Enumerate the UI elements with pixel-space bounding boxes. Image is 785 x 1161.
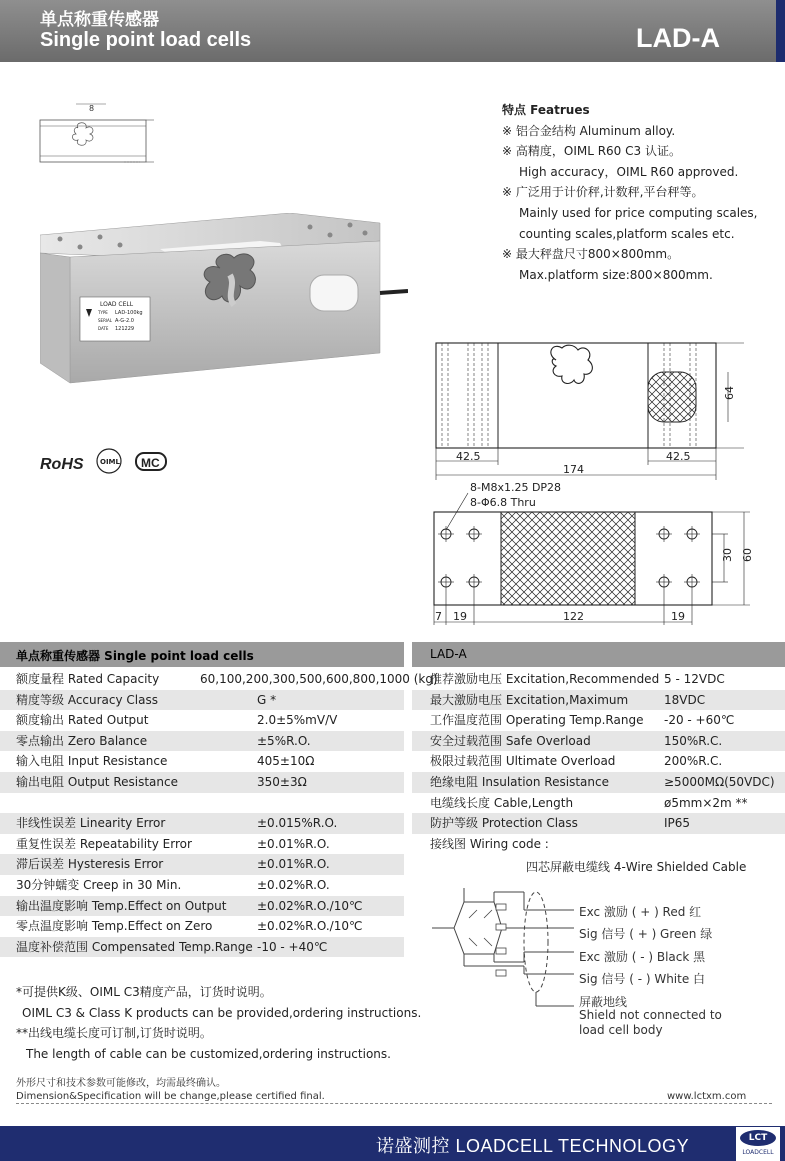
feature-line: ※ 最大秤盘尺寸800×800mm。 [502,247,680,262]
spec-value: ±0.02%R.O./10℃ [257,898,363,913]
bottom-dimension-drawing [428,480,758,630]
spec-row [412,834,785,855]
footer-divider [16,1103,772,1104]
note-line: The length of cable can be customized,ordering instructions. [26,1047,391,1062]
spec-right-header [412,642,785,667]
wire-exc-neg: Exc 激励 ( - ) Black 黑 [579,950,706,964]
spec-value: 5 - 12VDC [664,672,725,686]
spec-label: 极限过载范围 Ultimate Overload [430,754,616,769]
spec-value: 350±3Ω [257,774,307,789]
spec-value: 60,100,200,300,500,600,800,1000 (kg) [200,672,438,686]
spec-label: 额度量程 Rated Capacity [16,672,160,686]
spec-row [0,916,404,937]
website-link[interactable]: www.lctxm.com [667,1091,747,1102]
dim-122: 122 [563,610,584,623]
brand-logo [736,1127,780,1161]
dim-19-right: 19 [671,610,685,623]
spec-row [412,731,785,752]
label-brand: LOAD CELL [100,301,134,308]
label-date-key: DATE [98,326,109,331]
product-label [80,297,150,341]
notes-block [16,982,421,1065]
dim-7: 7 [435,610,442,623]
spec-value: -20 - +60℃ [664,713,735,728]
dim-64: 64 [723,386,736,400]
spec-row [412,710,785,731]
spec-row [412,669,785,690]
disclaimer-en: Dimension&Specification will be change,please certified final. [16,1091,325,1102]
spec-right-header-text: LAD-A [430,647,467,661]
spec-row [0,875,404,896]
dim-top-small: 8 [89,104,95,113]
note-line: *可提供K级、OIML C3精度产品，订货时说明。 [16,985,272,999]
spec-value: 2.0±5%mV/V [257,713,338,728]
spec-label: 工作温度范围 Operating Temp.Range [430,713,644,728]
spec-row [0,669,438,690]
spec-label: 额度输出 Rated Output [16,713,149,728]
spec-value: 200%R.C. [664,754,723,769]
dim-42-5-right: 42.5 [666,450,691,463]
spec-label: 零点温度影响 Temp.Effect on Zero [16,919,213,934]
spec-value: ±0.01%R.O. [257,836,330,851]
spec-value: -10 - +40℃ [257,939,328,954]
spec-label: 输出温度影响 Temp.Effect on Output [16,898,227,913]
thread-spec: 8-M8x1.25 DP28 [470,481,562,494]
dim-174: 174 [563,463,584,476]
spec-row [0,772,404,793]
spec-value: ±0.02%R.O./10℃ [257,919,363,934]
certification-logos [40,447,180,477]
feature-line: ※ 广泛用于计价秤,计数秤,平台秤等。 [502,185,704,200]
spec-label: 接线图 Wiring code : [430,836,549,851]
shield-en-2: load cell body [579,1023,663,1037]
spec-label: 零点输出 Zero Balance [16,733,148,748]
spec-left-header-text: 单点称重传感器 Single point load cells [16,649,254,663]
note-line: **出线电缆长度可订制,订货时说明。 [16,1026,212,1041]
label-serial: A-G-2.0 [115,318,134,324]
feature-line: Max.platform size:800×800mm. [519,267,713,282]
spec-value: ±5%R.O. [257,733,311,748]
spec-label: 推荐激励电压 Excitation,Recommended [430,672,660,686]
spec-row [0,710,404,731]
spec-value: 150%R.C. [664,733,723,748]
features-title: 特点 Featrues [502,103,590,117]
spec-row [0,834,404,855]
spec-label: 滞后误差 Hysteresis Error [16,857,164,872]
feature-line: Mainly used for price computing scales, [519,205,758,220]
top-dimension-drawing [428,330,758,480]
spec-value: ±0.02%R.O. [257,877,330,892]
spec-row [0,896,404,917]
spec-value: ø5mm×2m ** [664,795,748,810]
dim-60: 60 [741,548,754,562]
spec-row [412,813,785,834]
header-accent-stripe [776,0,785,62]
spec-row [412,690,785,711]
spec-row [0,854,404,875]
feature-line: counting scales,platform scales etc. [519,226,735,241]
spec-label: 精度等级 Accuracy Class [16,692,158,707]
feature-line: ※ 铝合金结构 Aluminum alloy. [502,123,676,138]
features-block [502,100,757,285]
cmc-logo-text: MC [141,456,160,470]
spec-label: 绝缘电阻 Insulation Resistance [430,774,609,789]
brand-logo-mark: LCT [740,1130,776,1146]
wiring-diagram [424,888,584,1008]
model-name: LAD-A [636,23,720,53]
label-type: LAD-100kg [115,310,143,316]
product-photo [40,213,408,388]
oiml-logo-text: OIML [100,458,120,466]
spec-row [412,793,785,814]
dim-19-left: 19 [453,610,467,623]
feature-line: ※ 高精度，OIML R60 C3 认证。 [502,144,681,159]
spec-row [0,731,404,752]
dim-42-5-left: 42.5 [456,450,481,463]
wire-exc-pos: Exc 激励 ( + ) Red 红 [579,905,702,919]
spec-row [0,751,404,772]
spec-label: 输出电阻 Output Resistance [16,774,178,789]
spec-value: ±0.01%R.O. [257,857,330,872]
spec-value: 405±10Ω [257,754,315,769]
spec-value: G * [257,692,277,707]
spec-row-blank [0,793,404,814]
spec-left-table [0,669,438,957]
disclaimer [16,1077,325,1103]
spec-left-header [0,642,404,667]
spec-label: 温度补偿范围 Compensated Temp.Range [16,939,253,954]
feature-line: High accuracy，OIML R60 approved. [519,164,739,179]
note-line: OIML C3 & Class K products can be provided,ordering instructions. [22,1005,422,1020]
wire-sig-neg: Sig 信号 ( - ) White 白 [579,972,706,986]
spec-row [412,772,785,793]
spec-label: 重复性误差 Repeatability Error [16,836,192,851]
label-date: 121229 [115,326,135,332]
spec-right-table [412,669,785,854]
shield-cn: 屏蔽地线 [579,995,628,1009]
title-cn: 单点称重传感器 [40,10,159,30]
spec-row [0,813,404,834]
spec-row [0,937,404,958]
spec-label: 非线性误差 Linearity Error [16,816,166,831]
spec-label: 输入电阻 Input Resistance [16,754,168,769]
spec-value: ±0.015%R.O. [257,816,338,831]
spec-label: 防护等级 Protection Class [430,816,578,831]
wire-sig-pos: Sig 信号 ( + ) Green 绿 [579,927,713,941]
spec-row [412,751,785,772]
label-serial-key: SERIAL [98,318,112,323]
spec-value: ≥5000MΩ(50VDC) [664,774,775,789]
side-view-drawing [36,100,156,170]
cable-title: 四芯屏蔽电缆线 4-Wire Shielded Cable [526,860,747,874]
spec-label: 最大激励电压 Excitation,Maximum [430,692,629,707]
spec-value: IP65 [664,816,691,831]
spec-label: 电缆线长度 Cable,Length [430,795,574,810]
brand-logo-text: LOADCELL [742,1149,774,1156]
spec-label: 30分钟蠕变 Creep in 30 Min. [16,877,182,892]
spec-row [0,690,404,711]
company-name: 诺盛测控 LOADCELL TECHNOLOGY [376,1136,690,1156]
hole-spec: 8-Φ6.8 Thru [470,496,536,509]
spec-label: 安全过载范围 Safe Overload [430,733,591,748]
title-en: Single point load cells [40,29,252,51]
dim-30: 30 [721,548,734,562]
disclaimer-cn: 外形尺寸和技术参数可能修改，均需最终确认。 [16,1078,226,1089]
shield-en-1: Shield not connected to [579,1008,722,1022]
spec-value: 18VDC [664,692,706,707]
rohs-logo: RoHS [40,456,84,473]
label-type-key: TYPE [98,310,108,315]
